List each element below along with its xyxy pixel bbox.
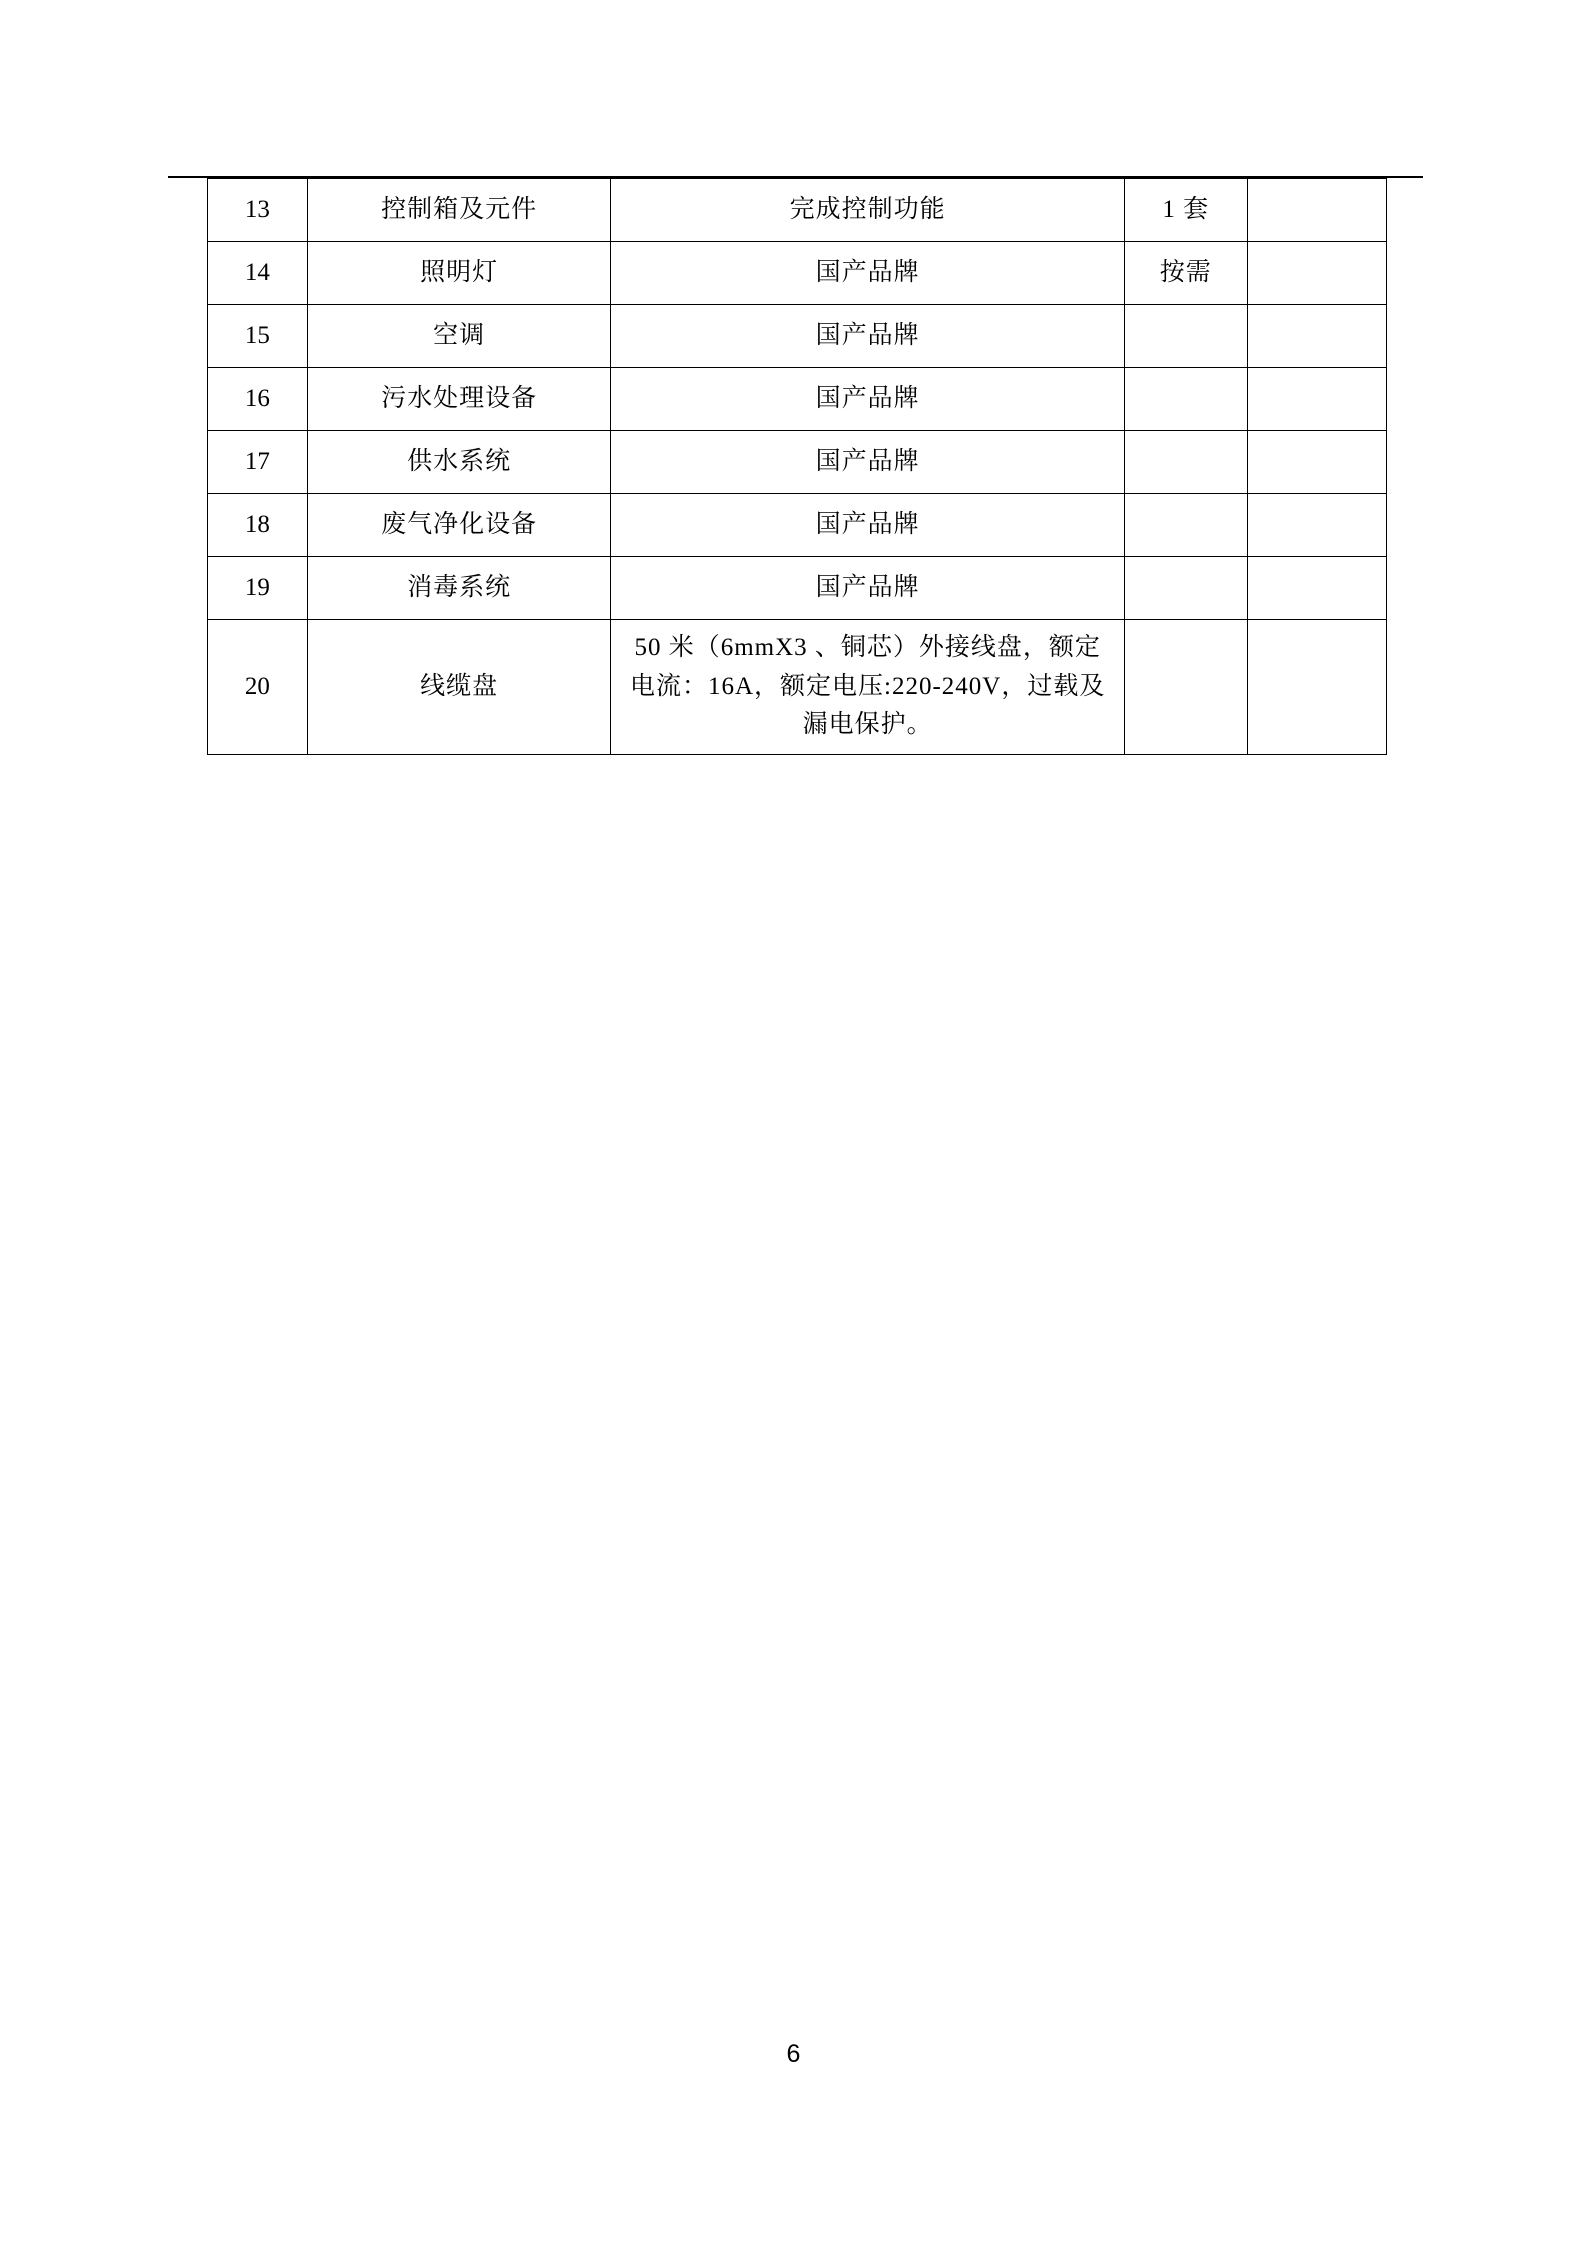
table-row xyxy=(208,242,1387,305)
row-spec: 完成控制功能 xyxy=(611,179,1125,242)
row-name: 废气净化设备 xyxy=(307,494,611,557)
row-note xyxy=(1247,305,1386,368)
table-row xyxy=(208,368,1387,431)
row-qty xyxy=(1124,557,1247,620)
row-number: 17 xyxy=(208,431,308,494)
row-spec: 国产品牌 xyxy=(611,557,1125,620)
row-note xyxy=(1247,242,1386,305)
row-qty xyxy=(1124,431,1247,494)
row-spec: 国产品牌 xyxy=(611,431,1125,494)
row-name: 供水系统 xyxy=(307,431,611,494)
row-name: 线缆盘 xyxy=(307,620,611,755)
row-qty xyxy=(1124,305,1247,368)
equipment-spec-table xyxy=(207,178,1387,755)
page-number: 6 xyxy=(786,2040,801,2068)
row-name: 污水处理设备 xyxy=(307,368,611,431)
table-row xyxy=(208,431,1387,494)
row-number: 20 xyxy=(208,620,308,755)
row-name: 照明灯 xyxy=(307,242,611,305)
row-spec: 50 米（6mmX3 、铜芯）外接线盘，额定电流：16A，额定电压:220-240V，过载及漏电保护。 xyxy=(611,620,1125,755)
row-note xyxy=(1247,368,1386,431)
row-qty: 1 套 xyxy=(1124,179,1247,242)
table-row xyxy=(208,620,1387,755)
spec-table-container xyxy=(207,178,1387,755)
row-note xyxy=(1247,179,1386,242)
row-note xyxy=(1247,620,1386,755)
row-qty xyxy=(1124,368,1247,431)
row-number: 16 xyxy=(208,368,308,431)
table-row xyxy=(208,494,1387,557)
table-row xyxy=(208,305,1387,368)
row-name: 空调 xyxy=(307,305,611,368)
row-number: 13 xyxy=(208,179,308,242)
row-number: 14 xyxy=(208,242,308,305)
row-qty xyxy=(1124,494,1247,557)
row-name: 消毒系统 xyxy=(307,557,611,620)
row-note xyxy=(1247,557,1386,620)
row-number: 15 xyxy=(208,305,308,368)
row-spec: 国产品牌 xyxy=(611,368,1125,431)
row-qty: 按需 xyxy=(1124,242,1247,305)
table-row xyxy=(208,557,1387,620)
row-number: 18 xyxy=(208,494,308,557)
row-spec: 国产品牌 xyxy=(611,305,1125,368)
row-spec: 国产品牌 xyxy=(611,494,1125,557)
row-number: 19 xyxy=(208,557,308,620)
row-note xyxy=(1247,431,1386,494)
row-spec: 国产品牌 xyxy=(611,242,1125,305)
row-name: 控制箱及元件 xyxy=(307,179,611,242)
row-qty xyxy=(1124,620,1247,755)
table-row xyxy=(208,179,1387,242)
row-note xyxy=(1247,494,1386,557)
